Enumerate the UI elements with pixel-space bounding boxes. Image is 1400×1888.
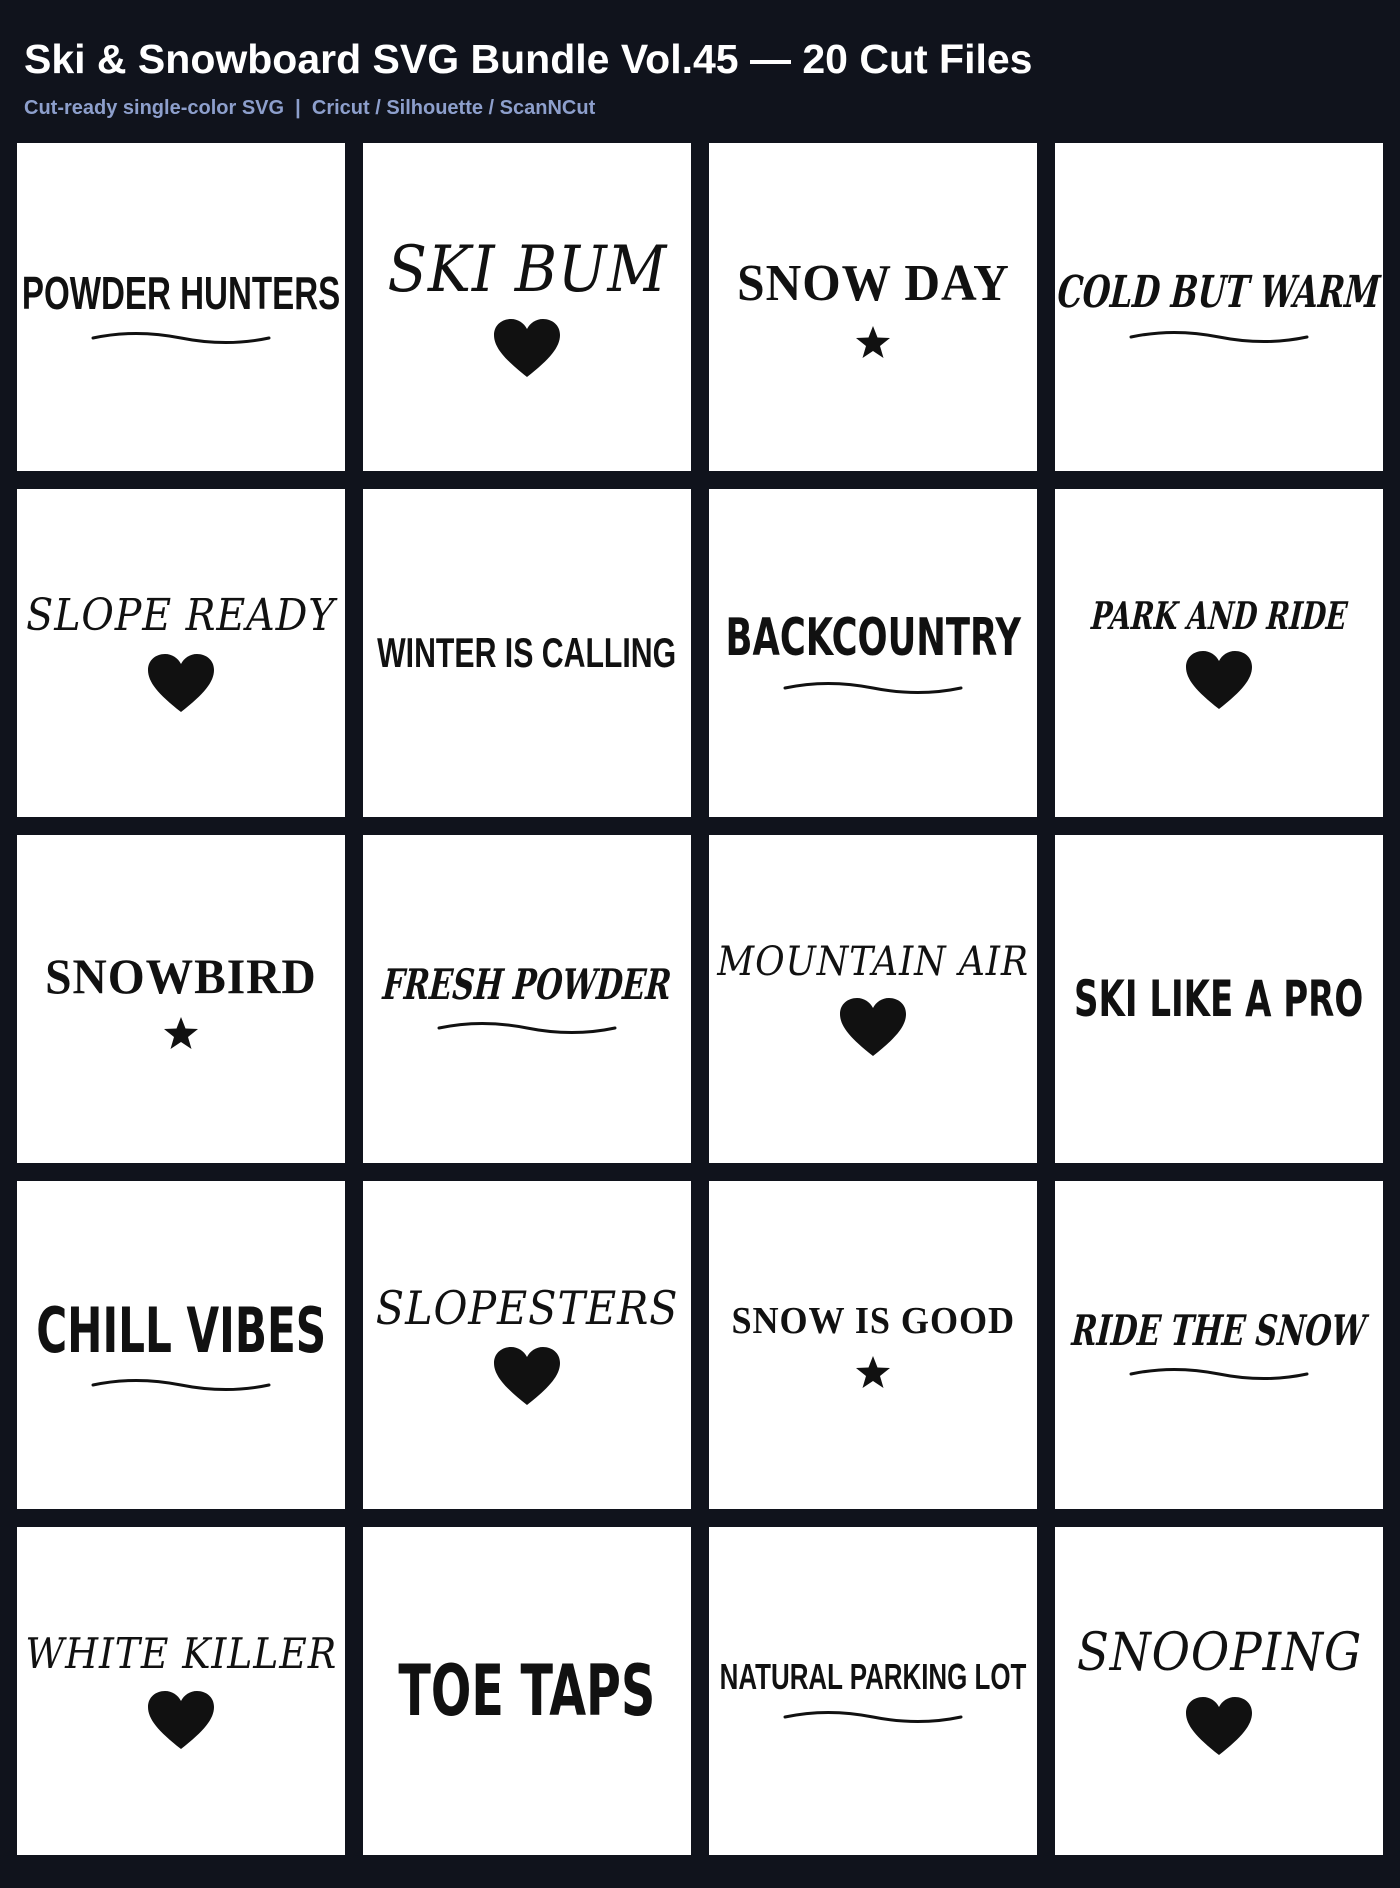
- design-artwork: [363, 143, 691, 471]
- design-phrase: SNOW DAY: [736, 255, 1010, 313]
- design-tile-ski-like-a-pro[interactable]: [1055, 835, 1383, 1163]
- design-phrase: WINTER IS CALLING: [377, 628, 677, 676]
- heart-icon: [838, 996, 908, 1058]
- design-artwork: [17, 489, 345, 817]
- design-tile-mountain-air[interactable]: [709, 835, 1037, 1163]
- design-tile-park-and-ride[interactable]: [1055, 489, 1383, 817]
- squiggle-icon: [91, 330, 271, 346]
- squiggle-icon: [91, 1377, 271, 1393]
- design-artwork: [17, 1527, 345, 1855]
- design-artwork: [17, 143, 345, 471]
- design-tile-cold-but-warm[interactable]: [1055, 143, 1383, 471]
- design-phrase: SKI LIKE A PRO: [1074, 969, 1364, 1028]
- design-artwork: [1055, 835, 1383, 1163]
- design-phrase: SNOOPING: [1076, 1623, 1362, 1684]
- heart-icon: [1184, 1695, 1254, 1757]
- design-phrase: CHILL VIBES: [36, 1293, 326, 1367]
- design-phrase: SLOPESTERS: [375, 1280, 679, 1335]
- star-icon: [855, 1355, 891, 1389]
- squiggle-icon: [783, 1709, 963, 1725]
- design-tile-ride-the-snow[interactable]: [1055, 1181, 1383, 1509]
- design-tile-toe-taps[interactable]: [363, 1527, 691, 1855]
- design-artwork: [709, 143, 1037, 471]
- design-tile-white-killer[interactable]: [17, 1527, 345, 1855]
- design-phrase: POWDER HUNTERS: [21, 266, 341, 319]
- design-tile-fresh-powder[interactable]: [363, 835, 691, 1163]
- page-title: Ski & Snowboard SVG Bundle Vol.45 — 20 Cut Files: [24, 36, 1033, 82]
- page-subtitle: Cut-ready single-color SVG | Cricut / Silhouette / ScanNCut: [24, 97, 596, 119]
- design-phrase: SNOWBIRD: [45, 947, 317, 1004]
- design-phrase: SLOPE READY: [26, 589, 336, 641]
- star-icon: [855, 325, 891, 359]
- design-tile-snow-day[interactable]: [709, 143, 1037, 471]
- design-phrase: TOE TAPS: [398, 1649, 656, 1732]
- heart-icon: [492, 317, 562, 379]
- design-phrase: FRESH POWDER: [381, 959, 673, 1009]
- design-tile-chill-vibes[interactable]: [17, 1181, 345, 1509]
- design-artwork: [709, 489, 1037, 817]
- design-artwork: [709, 1527, 1037, 1855]
- design-phrase: COLD BUT WARM: [1056, 266, 1383, 318]
- design-tile-snooping[interactable]: [1055, 1527, 1383, 1855]
- design-artwork: [709, 835, 1037, 1163]
- design-phrase: BACKCOUNTRY: [725, 608, 1021, 669]
- design-artwork: [363, 1181, 691, 1509]
- design-artwork: [363, 835, 691, 1163]
- design-artwork: [363, 1527, 691, 1855]
- design-tile-snowbird[interactable]: [17, 835, 345, 1163]
- design-phrase: NATURAL PARKING LOT: [719, 1656, 1027, 1698]
- design-artwork: [1055, 143, 1383, 471]
- design-phrase: WHITE KILLER: [25, 1628, 337, 1678]
- heart-icon: [146, 652, 216, 714]
- heart-icon: [492, 1345, 562, 1407]
- squiggle-icon: [1129, 1366, 1309, 1382]
- design-artwork: [1055, 1527, 1383, 1855]
- design-tile-winter-is-calling[interactable]: [363, 489, 691, 817]
- design-artwork: [17, 1181, 345, 1509]
- design-tile-slope-ready[interactable]: [17, 489, 345, 817]
- design-artwork: [17, 835, 345, 1163]
- design-artwork: [1055, 489, 1383, 817]
- design-phrase: SNOW IS GOOD: [731, 1300, 1015, 1343]
- design-tile-slopesters[interactable]: [363, 1181, 691, 1509]
- design-tile-natural-parking-lot[interactable]: [709, 1527, 1037, 1855]
- design-artwork: [709, 1181, 1037, 1509]
- design-artwork: [363, 489, 691, 817]
- squiggle-icon: [1129, 329, 1309, 345]
- star-icon: [163, 1016, 199, 1050]
- design-tile-powder-hunters[interactable]: [17, 143, 345, 471]
- heart-icon: [146, 1689, 216, 1751]
- design-phrase: PARK AND RIDE: [1089, 593, 1349, 639]
- squiggle-icon: [783, 680, 963, 696]
- design-phrase: RIDE THE SNOW: [1070, 1305, 1368, 1355]
- design-tile-backcountry[interactable]: [709, 489, 1037, 817]
- design-phrase: SKI BUM: [387, 232, 667, 307]
- squiggle-icon: [437, 1020, 617, 1036]
- heart-icon: [1184, 649, 1254, 711]
- design-tile-snow-is-good[interactable]: [709, 1181, 1037, 1509]
- design-artwork: [1055, 1181, 1383, 1509]
- design-tile-ski-bum[interactable]: [363, 143, 691, 471]
- design-phrase: MOUNTAIN AIR: [717, 939, 1029, 985]
